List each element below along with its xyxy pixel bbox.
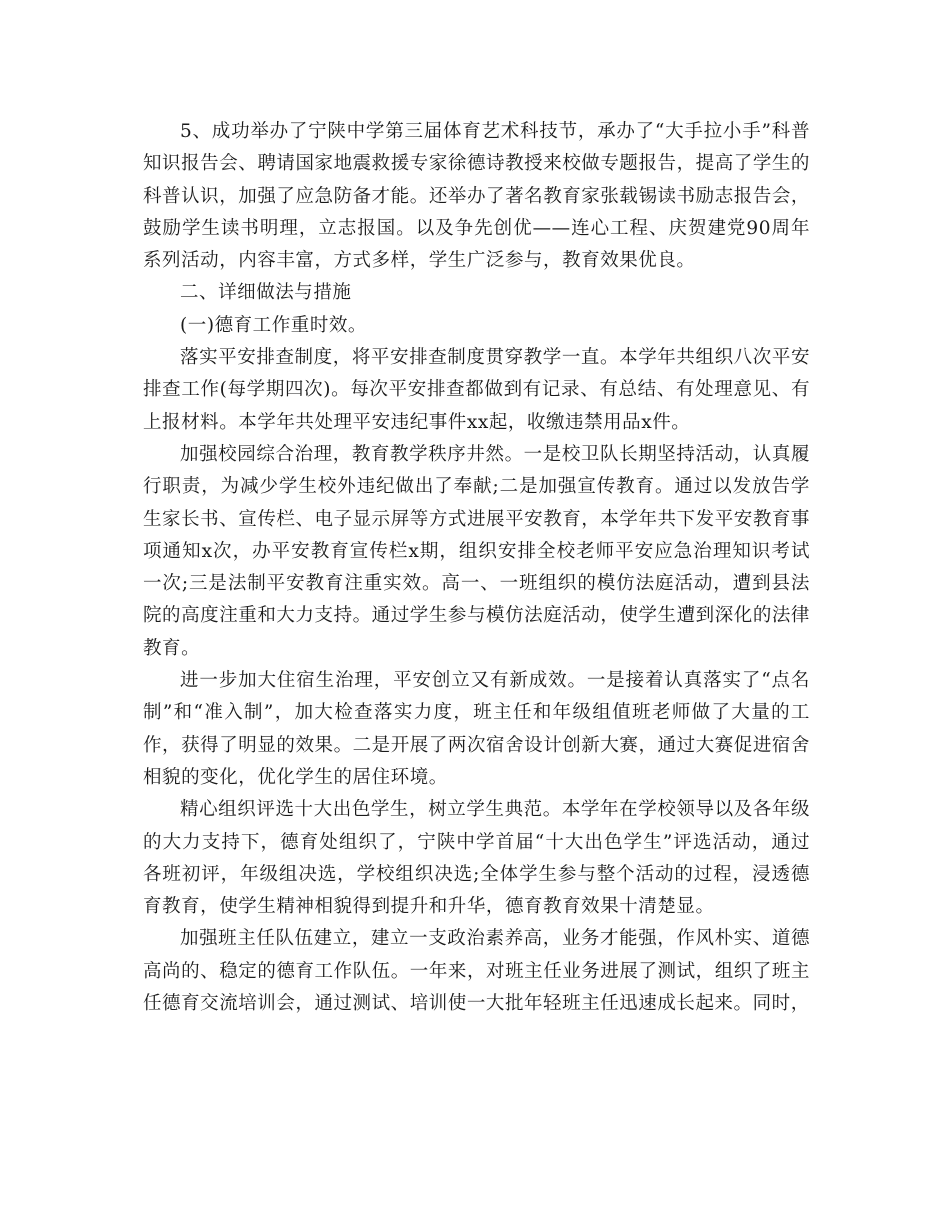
paragraph-festival: 5、成功举办了宁陕中学第三届体育艺术科技节，承办了“大手拉小手”科普知识报告会、聘请国家地震救援专家徐德诗教授来校做专题报告，提高了学生的科普认识，加强了应急防备才能。还举办了著名教育家张载锡读书励志报告会，鼓励学生读书明理，立志报国。以及争先创优——连心工程、庆贺建党90周年系列活动，内容丰富，方式多样，学生广泛参与，教育效果优良。 bbox=[143, 121, 810, 272]
document-body bbox=[143, 116, 810, 1020]
section-heading: 二、详细做法与措施 bbox=[180, 282, 352, 304]
subsection-heading: (一)德育工作重时效。 bbox=[180, 314, 367, 336]
paragraph-campus-governance: 加强校园综合治理，教育教学秩序井然。一是校卫队长期坚持活动，认真履行职责，为减少学生校外违纪做出了奉献;二是加强宣传教育。通过以发放告学生家长书、宣传栏、电子显示屏等方式进展平安教育，本学年共下发平安教育事项通知x次，办平安教育宣传栏x期，组织安排全校老师平安应急治理知识考试一次;三是法制平安教育注重实效。高一、一班组织的模仿法庭活动，遭到县法院的高度注重和大力支持。通过学生参与模仿法庭活动，使学生遭到深化的法律教育。 bbox=[143, 443, 810, 659]
paragraph-boarding: 进一步加大住宿生治理，平安创立又有新成效。一是接着认真落实了“点名制”和“准入制”，加大检查落实力度，班主任和年级组值班老师做了大量的工作，获得了明显的效果。二是开展了两次宿舍设计创新大赛，通过大赛促进宿舍相貌的变化，优化学生的居住环境。 bbox=[143, 670, 810, 788]
paragraph-safety-check: 落实平安排查制度，将平安排查制度贯穿教学一直。本学年共组织八次平安排查工作(每学期四次)。每次平安排查都做到有记录、有总结、有处理意见、有上报材料。本学年共处理平安违纪事件xx起，收缴违禁用品x件。 bbox=[143, 347, 810, 433]
paragraph-top-students: 精心组织评选十大出色学生，树立学生典范。本学年在学校领导以及各年级的大力支持下，德育处组织了，宁陕中学首届“十大出色学生”评选活动，通过各班初评，年级组决选，学校组织决选;全体学生参与整个活动的过程，浸透德育教育，使学生精神相貌得到提升和升华，德育教育效果十清楚显。 bbox=[143, 799, 810, 918]
paragraph-class-teachers: 加强班主任队伍建立，建立一支政治素养高，业务才能强，作风朴实、道德高尚的、稳定的德育工作队伍。一年来，对班主任业务进展了测试，组织了班主任德育交流培训会，通过测试、培训使一大批年轻班主任迅速成长起来。同时， bbox=[143, 928, 810, 1015]
